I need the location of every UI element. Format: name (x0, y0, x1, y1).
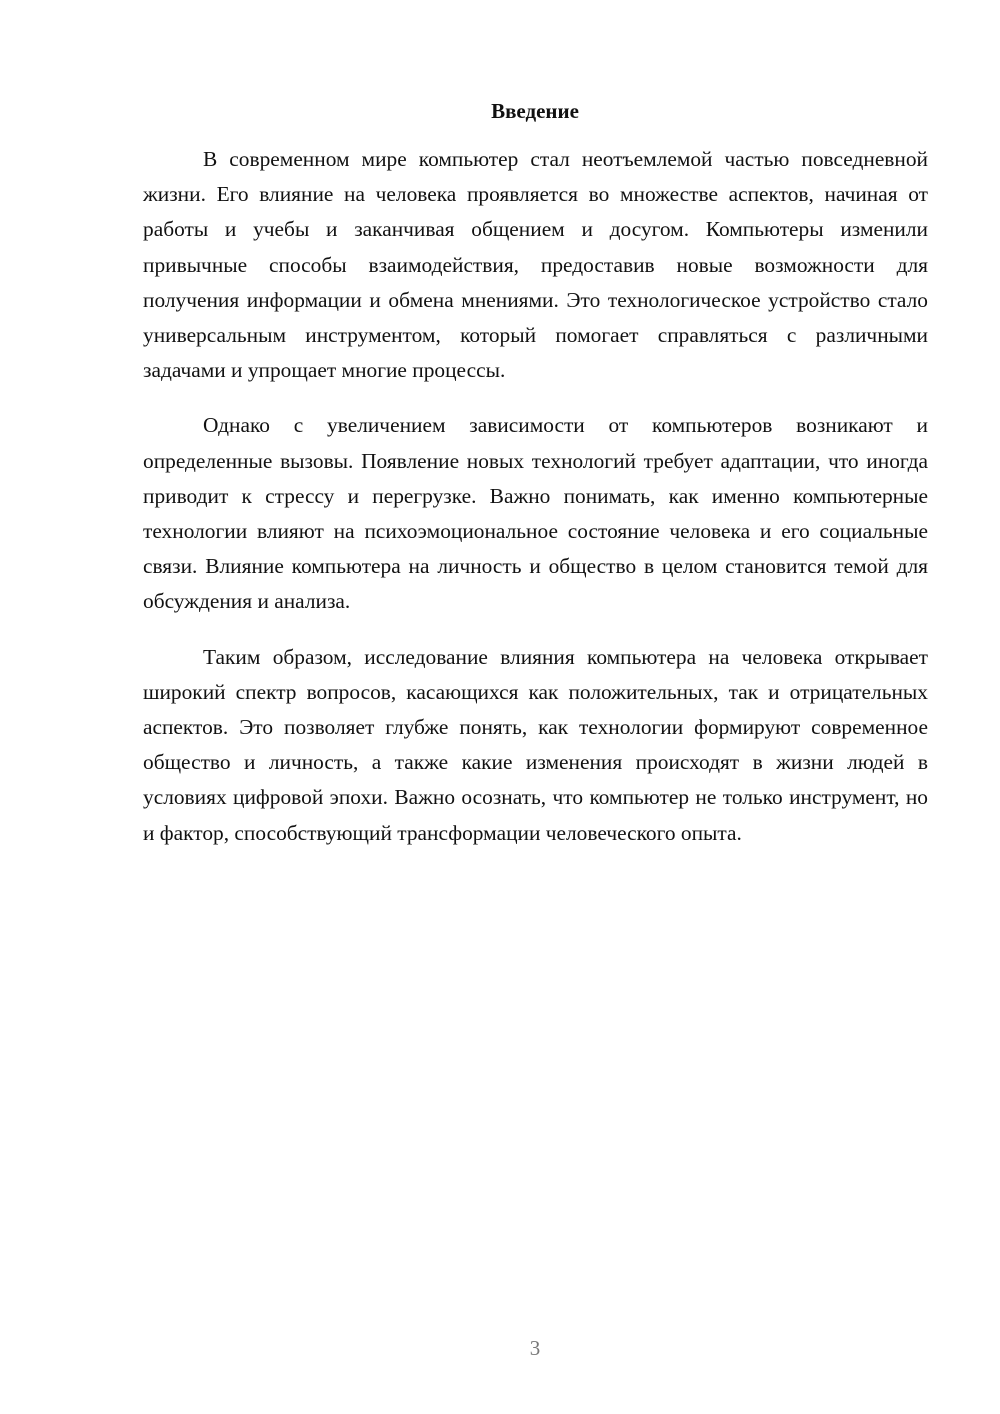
paragraph-2: Однако с увеличением зависимости от компьютеров возникают и определенные вызовы. Появление новых технологий требует адаптации, что иногда приводит к стрессу и перегрузке. Важно понимать, как именно компьютерные технологии влияют на психоэмоциональное состояние человека и его социальные связи. Влияние компьютера на личность и общество в целом становится темой для обсуждения и анализа. (143, 413, 928, 614)
paragraph-1: В современном мире компьютер стал неотъемлемой частью повседневной жизни. Его влияние на человека проявляется во множестве аспектов, начиная от работы и учебы и заканчивая общением и досугом. Компьютеры изменили привычные способы взаимодействия, предоставив новые возможности для получения информации и обмена мнениями. Это технологическое устройство стало универсальным инструментом, который помогает справляться с различными задачами и упрощает многие процессы. (143, 147, 928, 383)
page-number: 3 (529, 1336, 541, 1360)
paragraph-3: Таким образом, исследование влияния компьютера на человека открывает широкий спектр вопросов, касающихся как положительных, так и отрицательных аспектов. Это позволяет глубже понять, как технологии формируют современное общество и личность, а также какие изменения происходят в жизни людей в условиях цифровой эпохи. Важно осознать, что компьютер не только инструмент, но и фактор, способствующий трансформации человеческого опыта. (143, 644, 928, 845)
section-heading: Введение (491, 99, 579, 123)
body-text (143, 142, 928, 871)
